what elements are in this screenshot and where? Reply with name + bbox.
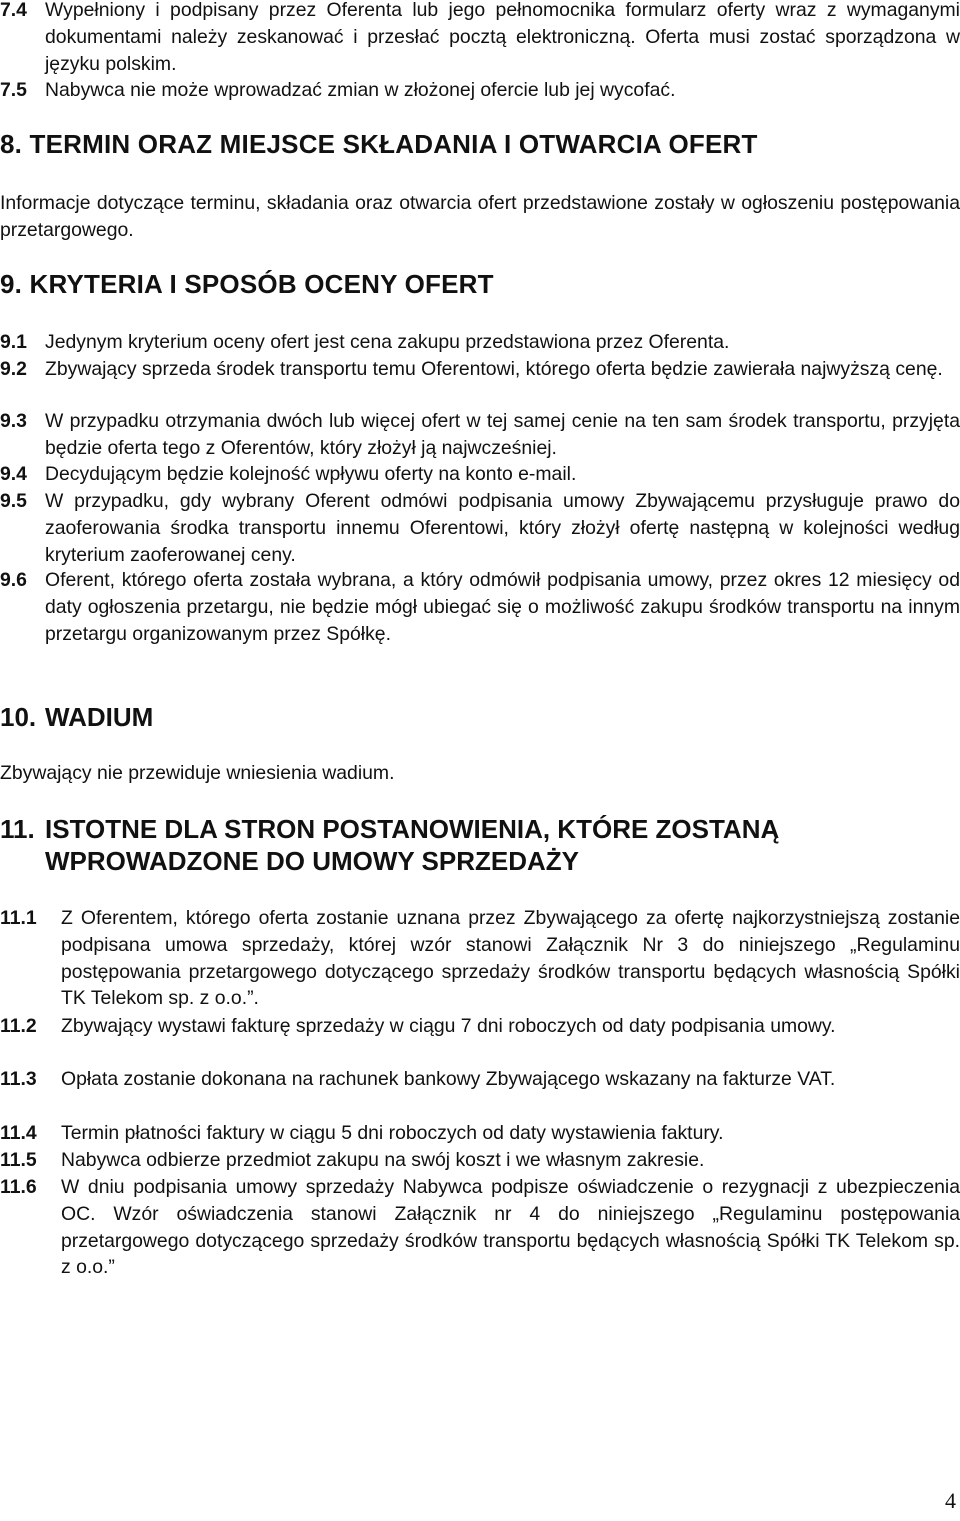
clause-number: 11.5 (0, 1149, 37, 1171)
section-title (45, 813, 779, 877)
section-8-text: Informacje dotyczące terminu, składania oraz otwarcia ofert przedstawione zostały w ogłoszeniu postępowania przetargowego. (0, 192, 960, 241)
clause-11-2 (0, 1013, 960, 1040)
clause-9-6 (0, 567, 960, 647)
clause-number: 9.4 (0, 463, 27, 485)
clause-text: Zbywający wystawi fakturę sprzedaży w ciągu 7 dni roboczych od daty podpisania umowy. (61, 1015, 836, 1037)
clause-9-2 (0, 356, 960, 383)
clause-number: 7.4 (0, 0, 27, 21)
clause-text: Jedynym kryterium oceny ofert jest cena zakupu przedstawiona przez Oferenta. (45, 331, 730, 353)
page-number: 4 (945, 1488, 956, 1513)
clause-text: Opłata zostanie dokonana na rachunek bankowy Zbywającego wskazany na fakturze VAT. (61, 1068, 836, 1090)
clause-11-1 (0, 905, 960, 1012)
clause-9-5 (0, 488, 960, 568)
clause-number: 9.5 (0, 490, 27, 512)
clause-11-6 (0, 1174, 960, 1281)
clause-text: Zbywający sprzeda środek transportu temu Oferentowi, którego oferta będzie zawierała najwyższą cenę. (45, 358, 943, 380)
clause-number: 11.6 (0, 1176, 37, 1198)
section-8-heading: 8. TERMIN ORAZ MIEJSCE SKŁADANIA I OTWARCIA OFERT (0, 129, 758, 159)
clause-9-3 (0, 408, 960, 462)
clause-text: Z Oferentem, którego oferta zostanie uznana przez Zbywającego za ofertę najkorzystniejszą zostanie podpisana umowa sprzedaży, której wzór stanowi Załącznik Nr 3 do niniejszego „Regulaminu postępowania przetargowego dotyczącego sprzedaży środków transportu będących własnością Spółki TK Telekom sp. z o.o.”. (61, 907, 960, 1010)
section-number: 11. (0, 814, 35, 844)
clause-11-4 (0, 1120, 960, 1147)
section-title-line: ISTOTNE DLA STRON POSTANOWIENIA, KTÓRE ZOSTANĄ (45, 814, 780, 844)
clause-text: W dniu podpisania umowy sprzedaży Nabywca podpisze oświadczenie o rezygnacji z ubezpieczenia OC. Wzór oświadczenia stanowi Załącznik nr 4 do niniejszego „Regulaminu postępowania przetargowego dotyczącego sprzedaży środków transportu będących własnością Spółki TK Telekom sp. z o.o.” (61, 1176, 960, 1279)
clause-text: Oferent, którego oferta została wybrana, a który odmówił podpisania umowy, przez okres 12 miesięcy od daty ogłoszenia przetargu, nie będzie mógł ubiegać się o możliwość zakupu środków transportu na innym przetargu organizowanym przez Spółkę. (45, 569, 960, 645)
section-9-heading: 9. KRYTERIA I SPOSÓB OCENY OFERT (0, 269, 494, 299)
clause-7-4 (0, 0, 960, 77)
clause-number: 9.1 (0, 331, 27, 353)
clause-11-3 (0, 1066, 960, 1093)
clause-text: Nabywca nie może wprowadzać zmian w złożonej ofercie lub jej wycofać. (45, 79, 676, 101)
clause-number: 9.6 (0, 569, 27, 591)
clause-9-1 (0, 329, 960, 356)
clause-number: 11.2 (0, 1015, 37, 1037)
clause-number: 11.1 (0, 907, 37, 929)
clause-text: Wypełniony i podpisany przez Oferenta lub jego pełnomocnika formularz oferty wraz z wymaganymi dokumentami należy zeskanować i przesłać pocztą elektroniczną. Oferta musi zostać sporządzona w języku polskim. (45, 0, 960, 75)
clause-number: 11.4 (0, 1122, 37, 1144)
clause-11-5 (0, 1147, 960, 1174)
clause-number: 9.2 (0, 358, 27, 380)
section-title: WADIUM (45, 702, 154, 732)
clause-text: W przypadku otrzymania dwóch lub więcej ofert w tej samej cenie na ten sam środek transportu, przyjęta będzie oferta tego z Oferentów, który złożył ją najwcześniej. (45, 410, 960, 459)
section-10-text: Zbywający nie przewiduje wniesienia wadium. (0, 762, 395, 784)
clause-text: Termin płatności faktury w ciągu 5 dni roboczych od daty wystawienia faktury. (61, 1122, 724, 1144)
section-title-line: WPROWADZONE DO UMOWY SPRZEDAŻY (45, 846, 579, 876)
clause-text: Decydującym będzie kolejność wpływu oferty na konto e-mail. (45, 463, 577, 485)
section-number: 10. (0, 702, 37, 732)
clause-number: 9.3 (0, 410, 27, 432)
section-11-heading (0, 813, 960, 877)
section-10-heading (0, 701, 960, 733)
clause-text: W przypadku, gdy wybrany Oferent odmówi podpisania umowy Zbywającemu przysługuje prawo do zaoferowania środka transportu innemu Oferentowi, który złożył ofertę następną w kolejności według kryterium zaoferowanej ceny. (45, 490, 960, 566)
clause-number: 7.5 (0, 79, 27, 101)
clause-7-5 (0, 77, 960, 104)
clause-number: 11.3 (0, 1068, 37, 1090)
clause-9-4 (0, 461, 960, 488)
clause-text: Nabywca odbierze przedmiot zakupu na swój koszt i we własnym zakresie. (61, 1149, 705, 1171)
